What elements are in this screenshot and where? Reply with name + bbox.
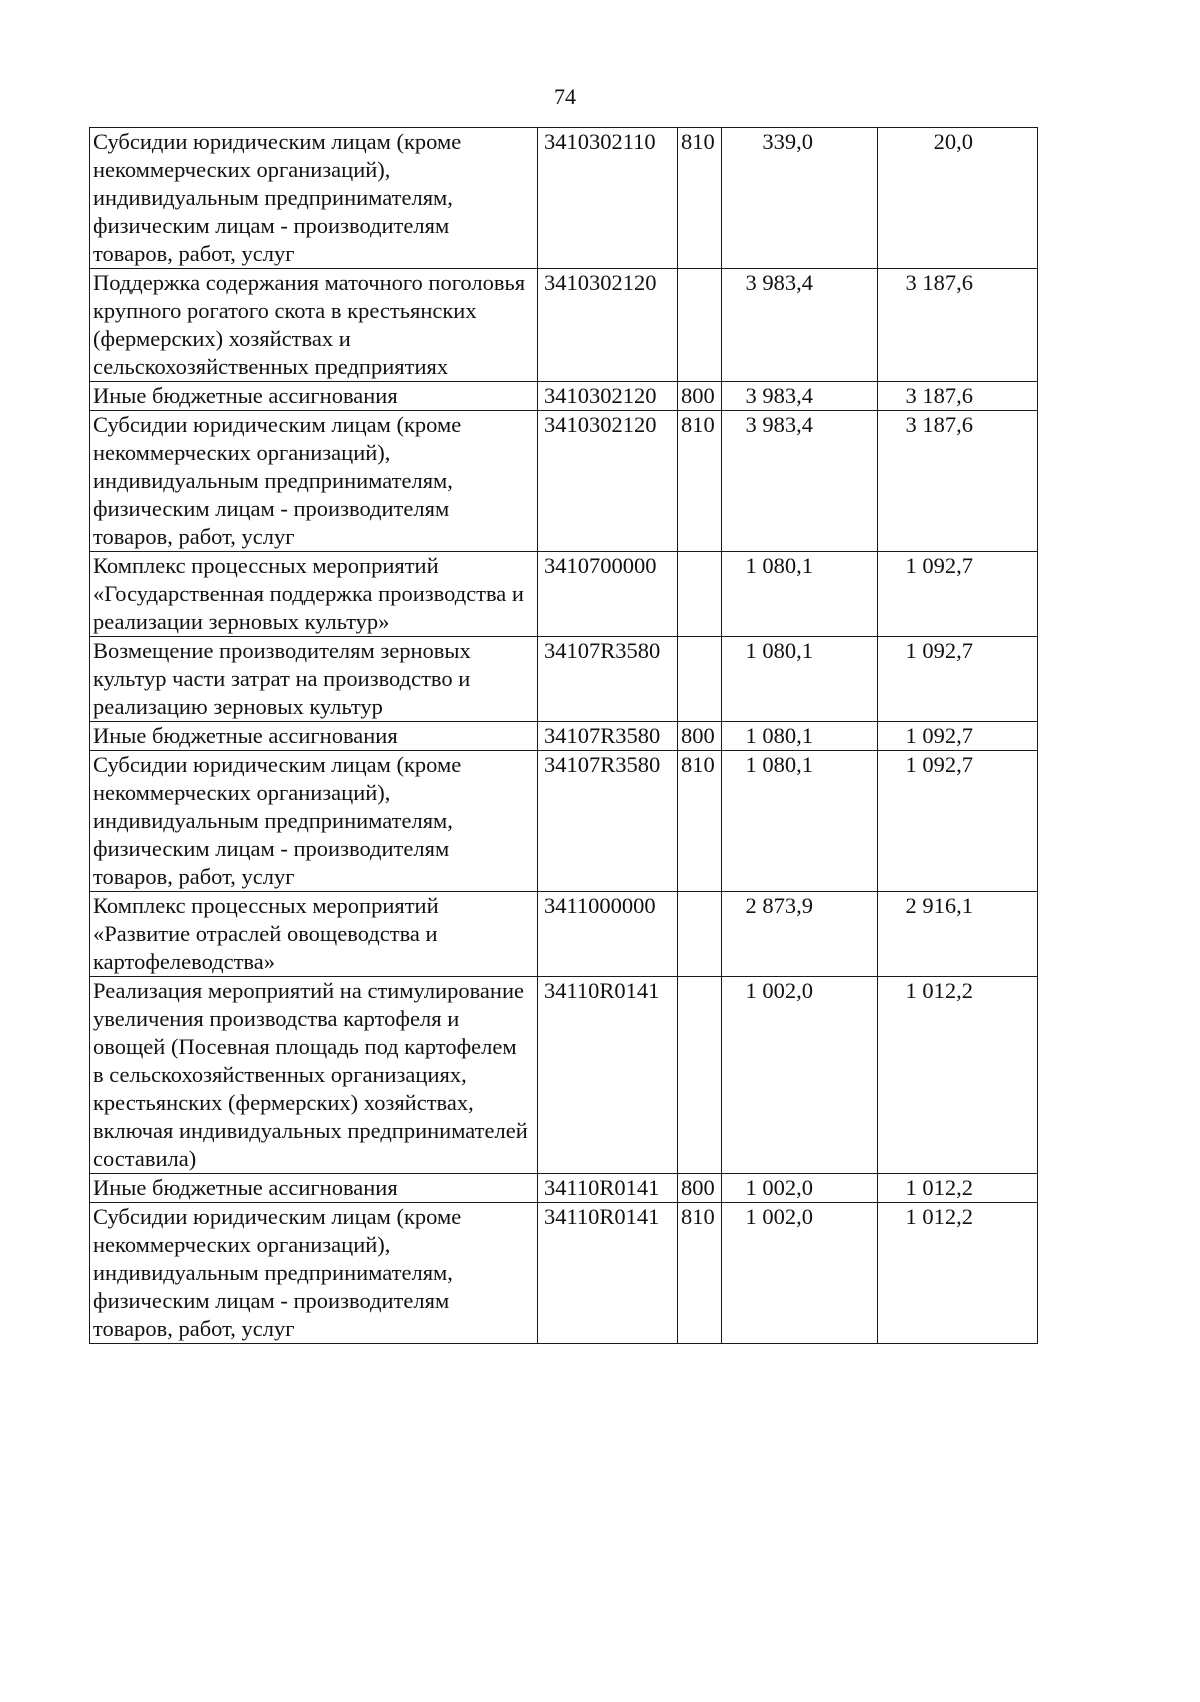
row-amount-year1-cell: 1 080,1 [722, 722, 878, 751]
row-name-cell: Иные бюджетные ассигнования [90, 722, 538, 751]
row-amount-year2-cell: 1 012,2 [878, 977, 1038, 1174]
row-expense-type-cell [678, 977, 722, 1174]
row-expense-type-cell: 810 [678, 1203, 722, 1344]
row-code-cell: 34110R0141 [538, 1174, 678, 1203]
row-amount-year2-cell: 3 187,6 [878, 269, 1038, 382]
row-amount-year2-cell: 20,0 [878, 128, 1038, 269]
row-expense-type-cell: 810 [678, 411, 722, 552]
table-row [90, 411, 1038, 552]
row-amount-year2-cell: 1 012,2 [878, 1203, 1038, 1344]
row-name-cell: Иные бюджетные ассигнования [90, 1174, 538, 1203]
row-code-cell: 34110R0141 [538, 1203, 678, 1344]
row-name-cell: Субсидии юридическим лицам (кроме некоммерческих организаций), индивидуальным предпринимателям, физическим лицам - производителям товаров, работ, услуг [90, 411, 538, 552]
row-expense-type-cell: 800 [678, 1174, 722, 1203]
row-name-cell: Возмещение производителям зерновых культур части затрат на производство и реализацию зерновых культур [90, 637, 538, 722]
row-amount-year1-cell: 1 002,0 [722, 977, 878, 1174]
row-name-cell: Субсидии юридическим лицам (кроме некоммерческих организаций), индивидуальным предпринимателям, физическим лицам - производителям товаров, работ, услуг [90, 1203, 538, 1344]
row-amount-year2-cell: 1 092,7 [878, 552, 1038, 637]
row-expense-type-cell [678, 269, 722, 382]
row-name-cell: Реализация мероприятий на стимулирование увеличения производства картофеля и овощей (Посевная площадь под картофелем в сельскохозяйственных организациях, крестьянских (фермерских) хозяйствах, включая индивидуальных предпринимателей составила) [90, 977, 538, 1174]
page-number: 74 [554, 84, 576, 109]
row-name-cell: Субсидии юридическим лицам (кроме некоммерческих организаций), индивидуальным предпринимателям, физическим лицам - производителям товаров, работ, услуг [90, 128, 538, 269]
row-name-cell: Комплекс процессных мероприятий «Государственная поддержка производства и реализации зерновых культур» [90, 552, 538, 637]
row-amount-year1-cell: 1 080,1 [722, 637, 878, 722]
table-row [90, 382, 1038, 411]
table-row [90, 722, 1038, 751]
table-body [90, 128, 1038, 1344]
row-amount-year2-cell: 2 916,1 [878, 892, 1038, 977]
row-name-cell: Субсидии юридическим лицам (кроме некоммерческих организаций), индивидуальным предпринимателям, физическим лицам - производителям товаров, работ, услуг [90, 751, 538, 892]
row-amount-year1-cell: 1 080,1 [722, 552, 878, 637]
row-amount-year1-cell: 3 983,4 [722, 411, 878, 552]
row-amount-year2-cell: 3 187,6 [878, 382, 1038, 411]
row-amount-year1-cell: 1 002,0 [722, 1174, 878, 1203]
row-code-cell: 3410302120 [538, 411, 678, 552]
table-row [90, 977, 1038, 1174]
row-amount-year2-cell: 1 012,2 [878, 1174, 1038, 1203]
table-row [90, 637, 1038, 722]
table-row [90, 128, 1038, 269]
row-code-cell: 34107R3580 [538, 637, 678, 722]
row-amount-year1-cell: 1 002,0 [722, 1203, 878, 1344]
row-expense-type-cell: 810 [678, 128, 722, 269]
table-row [90, 1174, 1038, 1203]
row-code-cell: 3410302110 [538, 128, 678, 269]
table-row [90, 269, 1038, 382]
row-expense-type-cell: 810 [678, 751, 722, 892]
row-code-cell: 3410700000 [538, 552, 678, 637]
row-amount-year1-cell: 339,0 [722, 128, 878, 269]
row-code-cell: 34107R3580 [538, 722, 678, 751]
table-row [90, 1203, 1038, 1344]
row-expense-type-cell [678, 552, 722, 637]
row-expense-type-cell [678, 637, 722, 722]
row-amount-year2-cell: 1 092,7 [878, 722, 1038, 751]
row-amount-year1-cell: 3 983,4 [722, 382, 878, 411]
table-row [90, 892, 1038, 977]
row-code-cell: 34107R3580 [538, 751, 678, 892]
row-code-cell: 3410302120 [538, 382, 678, 411]
row-code-cell: 34110R0141 [538, 977, 678, 1174]
row-expense-type-cell: 800 [678, 382, 722, 411]
row-expense-type-cell [678, 892, 722, 977]
row-amount-year1-cell: 1 080,1 [722, 751, 878, 892]
row-code-cell: 3411000000 [538, 892, 678, 977]
row-amount-year2-cell: 3 187,6 [878, 411, 1038, 552]
budget-table [89, 127, 1038, 1344]
row-amount-year2-cell: 1 092,7 [878, 637, 1038, 722]
table-row [90, 552, 1038, 637]
row-name-cell: Поддержка содержания маточного поголовья крупного рогатого скота в крестьянских (фермерских) хозяйствах и сельскохозяйственных предприятиях [90, 269, 538, 382]
row-name-cell: Иные бюджетные ассигнования [90, 382, 538, 411]
row-code-cell: 3410302120 [538, 269, 678, 382]
row-amount-year1-cell: 3 983,4 [722, 269, 878, 382]
row-amount-year2-cell: 1 092,7 [878, 751, 1038, 892]
row-expense-type-cell: 800 [678, 722, 722, 751]
table-row [90, 751, 1038, 892]
row-amount-year1-cell: 2 873,9 [722, 892, 878, 977]
row-name-cell: Комплекс процессных мероприятий «Развитие отраслей овощеводства и картофелеводства» [90, 892, 538, 977]
